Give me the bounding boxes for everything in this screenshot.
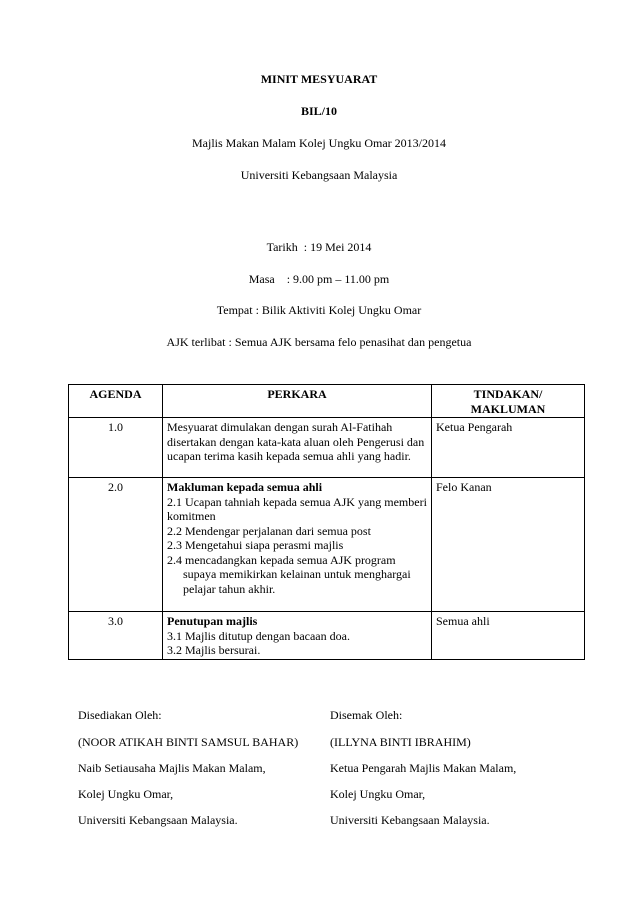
institution-name: Universiti Kebangsaan Malaysia	[240, 168, 398, 182]
agenda-subline: supaya memikirkan kelainan untuk menghargai pelajar tahun akhir.	[183, 567, 411, 596]
prepared-by-college: Kolej Ungku Omar,	[78, 787, 174, 801]
agenda-action: Semua ahli	[432, 612, 585, 660]
agenda-line: 2.1 Ucapan tahniah kepada semua AJK yang memberi komitmen	[167, 494, 427, 523]
prepared-by-label: Disediakan Oleh:	[78, 708, 162, 722]
checked-by-name: (ILLYNA BINTI IBRAHIM)	[330, 735, 471, 749]
agenda-table	[68, 384, 585, 660]
checked-by-college: Kolej Ungku Omar,	[330, 787, 426, 801]
agenda-number: 2.0	[69, 478, 163, 612]
table-row	[69, 418, 585, 478]
meeting-date: Tarikh : 19 Mei 2014	[266, 240, 372, 254]
agenda-line: Mesyuarat dimulakan dengan surah Al-Fatihah disertakan dengan kata-kata aluan oleh Pengerusi dan ucapan terima kasih kepada semua ahli yang hadir.	[167, 420, 425, 463]
agenda-line: 3.2 Majlis bersurai.	[167, 643, 261, 657]
prepared-by-role: Naib Setiausaha Majlis Makan Malam,	[78, 761, 266, 775]
checked-by-label: Disemak Oleh:	[330, 708, 403, 722]
meeting-number: BIL/10	[300, 104, 337, 118]
header-tindakan: TINDAKAN/ MAKLUMAN	[432, 385, 585, 418]
meeting-time: Masa : 9.00 pm – 11.00 pm	[248, 272, 390, 286]
agenda-line: 3.1 Majlis ditutup dengan bacaan doa.	[167, 628, 350, 643]
agenda-heading: Penutupan majlis	[167, 614, 258, 628]
agenda-action: Ketua Pengarah	[432, 418, 585, 478]
meeting-place: Tempat : Bilik Aktiviti Kolej Ungku Omar	[216, 303, 422, 317]
prepared-by-university: Universiti Kebangsaan Malaysia.	[78, 813, 238, 827]
checked-by-university: Universiti Kebangsaan Malaysia.	[330, 813, 490, 827]
agenda-content	[163, 418, 432, 478]
prepared-by-name: (NOOR ATIKAH BINTI SAMSUL BAHAR)	[78, 735, 299, 749]
event-name: Majlis Makan Malam Kolej Ungku Omar 2013/2014	[192, 136, 446, 150]
table-header-row	[69, 385, 585, 418]
agenda-content	[163, 612, 432, 660]
header-perkara: PERKARA	[163, 385, 432, 418]
agenda-line: 2.4 mencadangkan kepada semua AJK program	[167, 552, 396, 567]
agenda-action: Felo Kanan	[432, 478, 585, 612]
agenda-number: 3.0	[69, 612, 163, 660]
document-title: MINIT MESYUARAT	[260, 72, 378, 86]
meeting-committee: AJK terlibat : Semua AJK bersama felo penasihat dan pengetua	[166, 335, 472, 349]
checked-by-role: Ketua Pengarah Majlis Makan Malam,	[330, 761, 517, 775]
agenda-content	[163, 478, 432, 612]
header-agenda: AGENDA	[69, 385, 163, 418]
agenda-number: 1.0	[69, 418, 163, 478]
agenda-line: 2.3 Mengetahui siapa perasmi majlis	[167, 538, 344, 552]
table-row	[69, 612, 585, 660]
agenda-line: 2.2 Mendengar perjalanan dari semua post	[167, 523, 371, 538]
table-row	[69, 478, 585, 612]
agenda-heading: Makluman kepada semua ahli	[167, 480, 323, 494]
